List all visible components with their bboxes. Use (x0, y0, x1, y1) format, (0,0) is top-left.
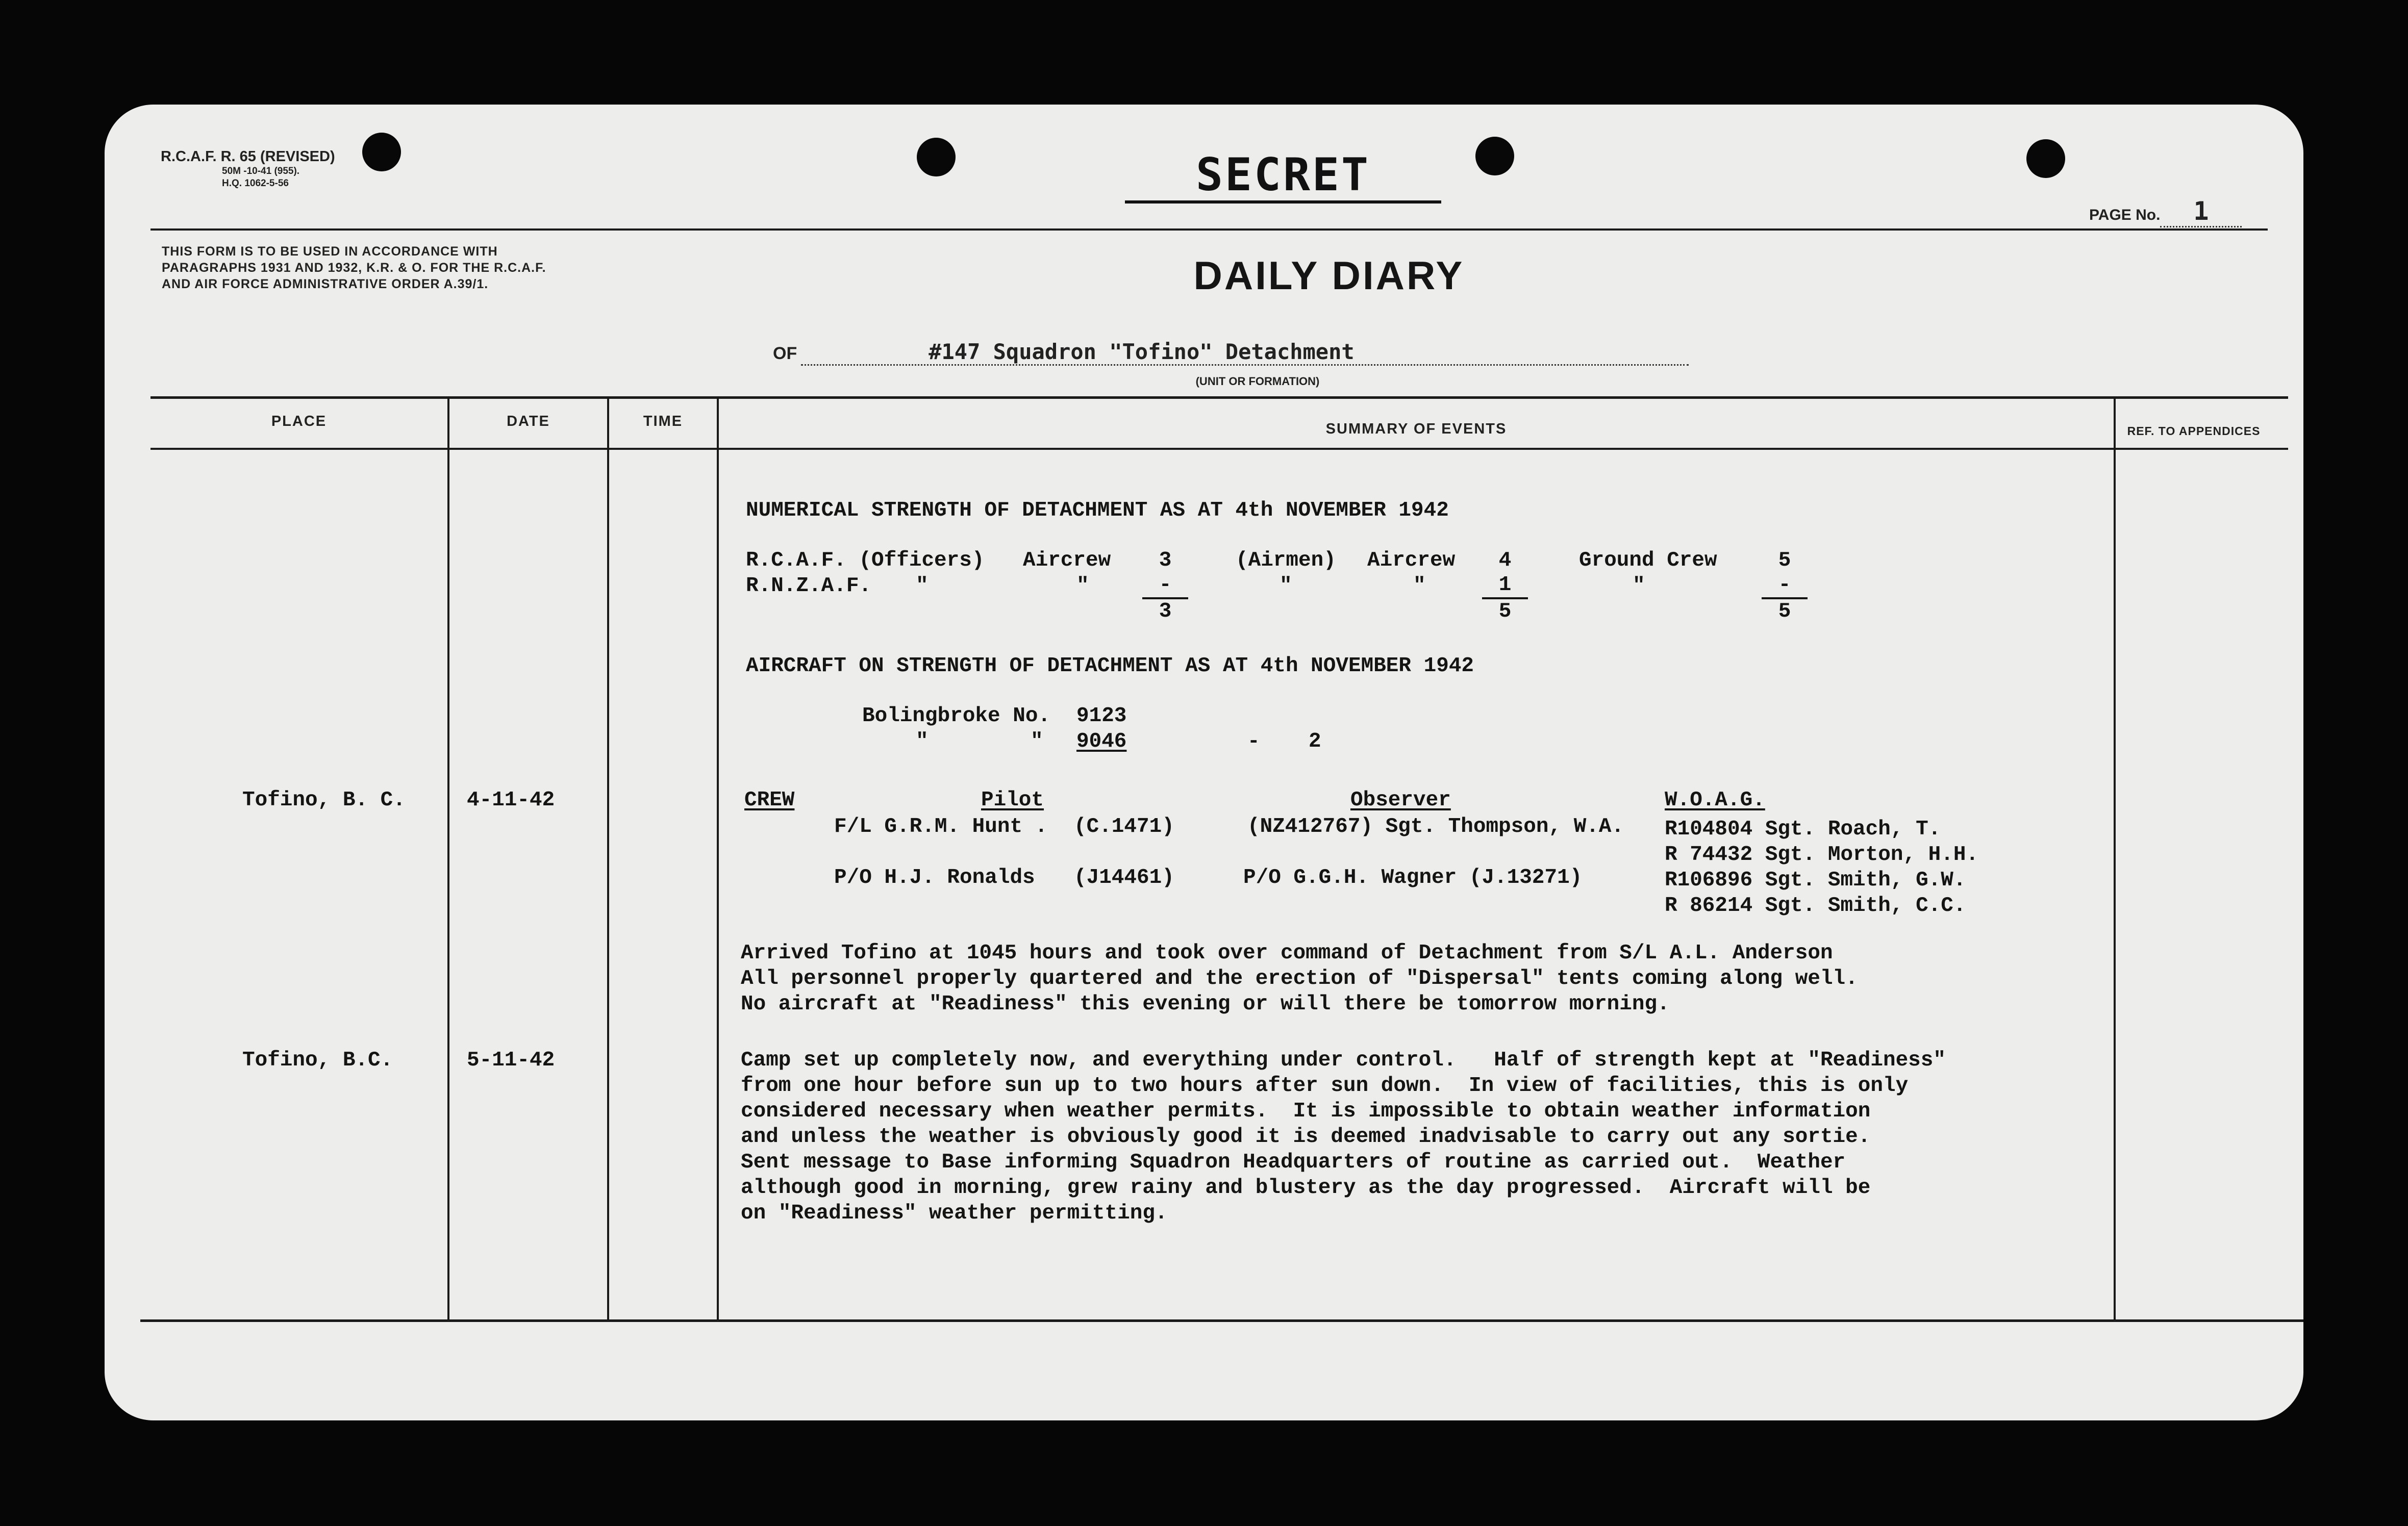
form-instructions: THIS FORM IS TO BE USED IN ACCORDANCE WITH PARAGRAPHS 1931 AND 1932, K.R. & O. FOR THE R.C.A.F. AND AIR FORCE ADMINISTRATIVE ORDER A.39/1. (162, 244, 546, 291)
unit-field (773, 339, 1793, 366)
strength-airmen-aircrew-label: Aircrew (1367, 549, 1456, 572)
ditto-6: " (916, 730, 929, 753)
ground-total: 5 (1778, 600, 1791, 623)
entry-2-narrative-5: Sent message to Base informing Squadron Headquarters of routine as carried out. Weather (741, 1151, 1846, 1174)
entry-2-narrative-1: Camp set up completely now, and everything under control. Half of strength kept at "Readiness" (741, 1049, 1946, 1072)
form-code-main: R.C.A.F. R. 65 (REVISED) (161, 148, 335, 165)
punch-hole-1 (362, 133, 401, 171)
woag-4: R 86214 Sgt. Smith, C.C. (1665, 894, 1966, 918)
rule-table-bottom (140, 1319, 2303, 1322)
diary-sheet (105, 105, 2303, 1420)
page-number-value: 1 (2160, 196, 2242, 227)
woag-1: R104804 Sgt. Roach, T. (1665, 818, 1941, 841)
entry-2-narrative-7: on "Readiness" weather permitting. (741, 1202, 1168, 1225)
crew-2-pilot: P/O H.J. Ronalds (834, 866, 1035, 889)
rule-col-place (447, 399, 449, 1319)
entry-2-narrative-4: and unless the weather is obviously good it is deemed inadvisable to carry out any sortie. (741, 1125, 1871, 1149)
strength-officers-figures (1142, 548, 1188, 624)
ditto-5: " (1633, 574, 1645, 598)
rule-header-top (150, 228, 2268, 231)
ditto-1: " (916, 574, 929, 598)
airmen-rcaf: 4 (1498, 549, 1512, 572)
rule-col-time (717, 399, 719, 1319)
strength-airmen-label: (Airmen) (1236, 549, 1336, 572)
entry-2-date: 5-11-42 (467, 1049, 555, 1072)
officers-rnzaf: - (1142, 573, 1188, 599)
strength-airmen-figures (1482, 548, 1528, 624)
ditto-2: " (1076, 574, 1089, 598)
ground-rnzaf: - (1762, 573, 1808, 599)
officers-rcaf: 3 (1159, 549, 1172, 572)
secret-stamp: SECRET (1125, 149, 1441, 204)
ditto-4: " (1413, 574, 1426, 598)
column-header-place: PLACE (271, 413, 327, 429)
woag-3: R106896 Sgt. Smith, G.W. (1665, 869, 1966, 892)
page-number-label: PAGE No. (2089, 207, 2161, 223)
aircraft-dash: - (1247, 730, 1260, 753)
officers-total: 3 (1159, 600, 1172, 623)
ground-rcaf: 5 (1778, 549, 1791, 572)
ditto-3: " (1280, 574, 1292, 598)
crew-2-pilot-no: (J14461) (1074, 866, 1174, 889)
rule-col-summary (2114, 399, 2116, 1319)
aircraft-heading: AIRCRAFT ON STRENGTH OF DETACHMENT AS AT 4th NOVEMBER 1942 (746, 654, 1474, 678)
entry-2-narrative-3: considered necessary when weather permits. It is impossible to obtain weather information (741, 1100, 1871, 1123)
entry-2-narrative-2: from one hour before sun up to two hours after sun down. In view of facilities, this is only (741, 1074, 1909, 1098)
strength-ground-label: Ground Crew (1579, 549, 1717, 572)
entry-1-place: Tofino, B. C. (242, 789, 406, 812)
entry-1-narrative-3: No aircraft at "Readiness" this evening or will there be tomorrow morning. (741, 993, 1670, 1016)
rule-table-top (150, 396, 2288, 399)
entry-1-date: 4-11-42 (467, 789, 555, 812)
entry-1-narrative-2: All personnel properly quartered and the erection of "Dispersal" tents coming along well. (741, 967, 1858, 990)
strength-row1-label: R.C.A.F. (Officers) (746, 549, 985, 572)
form-code-sub2: H.Q. 1062-5-56 (222, 178, 289, 189)
page-title: DAILY DIARY (1193, 253, 1465, 298)
crew-1-pilot: F/L G.R.M. Hunt . (834, 815, 1048, 838)
woag-2: R 74432 Sgt. Morton, H.H. (1665, 843, 1979, 867)
woag-header: W.O.A.G. (1665, 789, 1765, 812)
form-code-sub1: 50M -10-41 (955). (222, 166, 300, 176)
crew-1-observer: (NZ412767) Sgt. Thompson, W.A. (1247, 815, 1624, 838)
crew-1-pilot-no: (C.1471) (1074, 815, 1174, 838)
aircraft-total: 2 (1309, 730, 1321, 753)
strength-ground-figures (1762, 548, 1808, 624)
strength-heading: NUMERICAL STRENGTH OF DETACHMENT AS AT 4th NOVEMBER 1942 (746, 499, 1449, 522)
airmen-total: 5 (1498, 600, 1512, 623)
pilot-header: Pilot (981, 789, 1044, 812)
column-header-date: DATE (507, 413, 550, 429)
crew-label: CREW (744, 789, 795, 812)
airmen-rnzaf: 1 (1482, 573, 1528, 599)
rule-table-header (150, 448, 2288, 450)
aircraft-no-2: 9046 (1076, 730, 1127, 753)
strength-officers-aircrew-label: Aircrew (1023, 549, 1111, 572)
of-label: OF (773, 344, 797, 363)
crew-2-observer: P/O G.G.H. Wagner (J.13271) (1243, 866, 1583, 889)
entry-2-place: Tofino, B.C. (242, 1049, 393, 1072)
unit-value: #147 Squadron "Tofino" Detachment (801, 339, 1689, 366)
rule-col-date (607, 399, 609, 1319)
form-code (161, 148, 335, 190)
entry-2-narrative-6: although good in morning, grew rainy and blustery as the day progressed. Aircraft will be (741, 1176, 1871, 1200)
punch-hole-4 (2026, 139, 2065, 178)
entry-1-narrative-1: Arrived Tofino at 1045 hours and took over command of Detachment from S/L A.L. Anderson (741, 942, 1833, 965)
aircraft-no-1: 9123 (1076, 704, 1127, 728)
column-header-time: TIME (643, 413, 683, 429)
punch-hole-2 (917, 138, 956, 176)
observer-header: Observer (1350, 789, 1451, 812)
punch-hole-3 (1475, 137, 1514, 175)
strength-row2-label: R.N.Z.A.F. (746, 574, 872, 598)
unit-caption: (UNIT OR FORMATION) (1195, 375, 1320, 388)
column-header-summary: SUMMARY OF EVENTS (1325, 421, 1507, 437)
aircraft-type-label: Bolingbroke No. (862, 704, 1051, 728)
column-header-ref: REF. TO APPENDICES (2127, 424, 2261, 438)
page-number-field (2089, 196, 2242, 227)
ditto-7: " (1031, 730, 1043, 753)
